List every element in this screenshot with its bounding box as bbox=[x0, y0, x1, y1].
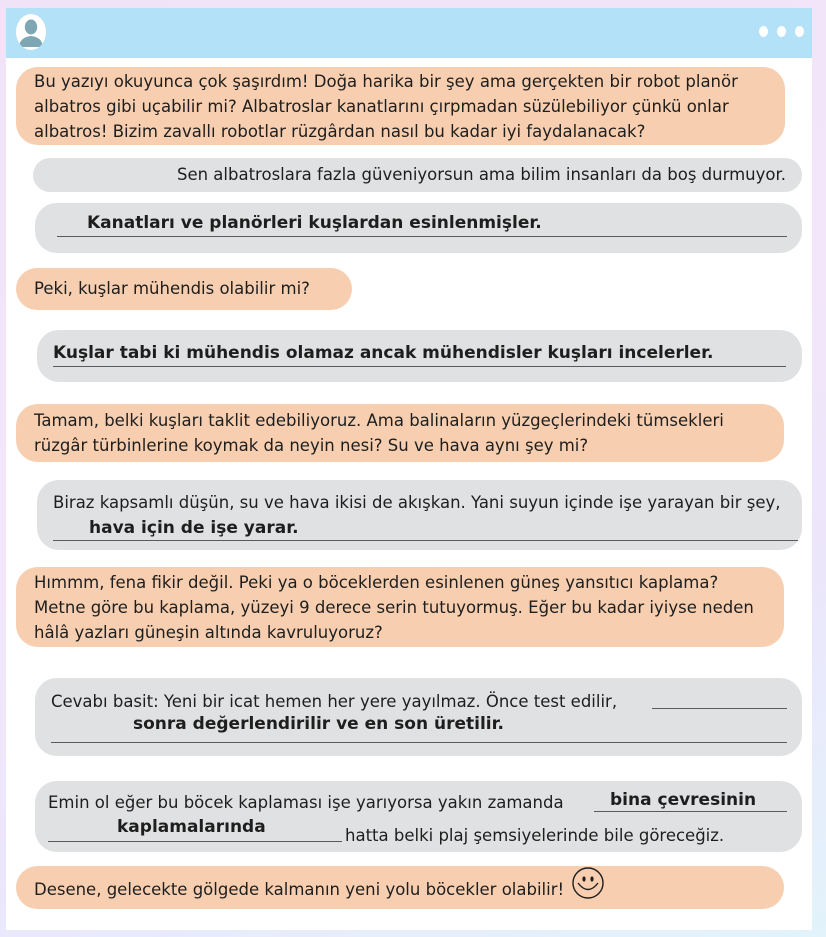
message-bubble-right bbox=[37, 480, 802, 550]
answer-text[interactable]: Kanatları ve planörleri kuşlardan esinlenmişler. bbox=[87, 213, 542, 233]
chat-header bbox=[6, 8, 812, 58]
message-text: hâlâ yazları güneşin altında kavruluyoruz? bbox=[34, 623, 383, 642]
message-text: Tamam, belki kuşları taklit edebiliyoruz. Ama balinaların yüzgeçlerindeki tümsekleri bbox=[34, 411, 724, 430]
message-text: Desene, gelecekte gölgede kalmanın yeni yolu böcekler olabilir! bbox=[34, 880, 565, 899]
message-bubble-right bbox=[33, 158, 802, 192]
message-text: Emin ol eğer bu böcek kaplaması işe yarıyorsa yakın zamanda bbox=[48, 793, 564, 812]
answer-line bbox=[48, 841, 342, 842]
message-text: Hımmm, fena fikir değil. Peki ya o böceklerden esinlenen güneş yansıtıcı kaplama? bbox=[34, 573, 719, 592]
dot bbox=[777, 26, 786, 37]
message-bubble-left bbox=[16, 866, 784, 909]
message-bubble-left bbox=[16, 67, 785, 145]
dot bbox=[759, 26, 768, 37]
message-text: Cevabı basit: Yeni bir icat hemen her yere yayılmaz. Önce test edilir, bbox=[51, 692, 618, 711]
message-text: Bu yazıyı okuyunca çok şaşırdım! Doğa harika bir şey ama gerçekten bir robot planör bbox=[34, 72, 738, 91]
user-avatar-icon[interactable] bbox=[16, 14, 46, 50]
answer-line bbox=[53, 366, 786, 367]
answer-text[interactable]: hava için de işe yarar. bbox=[89, 518, 299, 538]
message-text: albatros gibi uçabilir mi? Albatroslar kanatlarını çırpmadan süzülebiliyor çünkü onlar bbox=[34, 97, 729, 116]
message-text: Biraz kapsamlı düşün, su ve hava ikisi de akışkan. Yani suyun içinde işe yarayan bir şey, bbox=[53, 493, 781, 512]
answer-text[interactable]: sonra değerlendirilir ve en son üretilir. bbox=[133, 714, 505, 734]
answer-line bbox=[594, 811, 787, 812]
message-text: hatta belki plaj şemsiyelerinde bile göreceğiz. bbox=[345, 826, 725, 845]
message-text: rüzgâr türbinlerine koymak da neyin nesi? Su ve hava aynı şey mi? bbox=[34, 436, 589, 455]
message-text: albatros! Bizim zavallı robotlar rüzgârdan nasıl bu kadar iyi faydalanacak? bbox=[34, 122, 646, 141]
answer-line bbox=[652, 708, 787, 709]
message-bubble-left bbox=[16, 404, 784, 462]
more-options-icon[interactable] bbox=[759, 26, 804, 37]
message-bubble-right bbox=[35, 678, 802, 756]
smiley-face-icon bbox=[571, 874, 605, 907]
message-text: Peki, kuşlar mühendis olabilir mi? bbox=[34, 279, 310, 298]
dot bbox=[795, 26, 804, 37]
answer-line bbox=[53, 540, 798, 541]
message-bubble-left bbox=[16, 567, 784, 647]
answer-bubble bbox=[35, 203, 802, 253]
answer-text[interactable]: bina çevresinin bbox=[610, 790, 757, 810]
answer-line bbox=[57, 236, 787, 237]
message-bubble-left bbox=[16, 268, 352, 310]
message-text: Metne göre bu kaplama, yüzeyi 9 derece serin tutuyormuş. Eğer bu kadar iyiyse neden bbox=[34, 598, 754, 617]
answer-text[interactable]: Kuşlar tabi ki mühendis olamaz ancak mühendisler kuşları incelerler. bbox=[53, 343, 714, 363]
message-bubble-right bbox=[35, 781, 802, 852]
message-text: Sen albatroslara fazla güveniyorsun ama bilim insanları da boş durmuyor. bbox=[176, 165, 786, 184]
answer-bubble bbox=[37, 330, 802, 382]
answer-text[interactable]: kaplamalarında bbox=[117, 817, 266, 837]
answer-line bbox=[51, 742, 787, 743]
